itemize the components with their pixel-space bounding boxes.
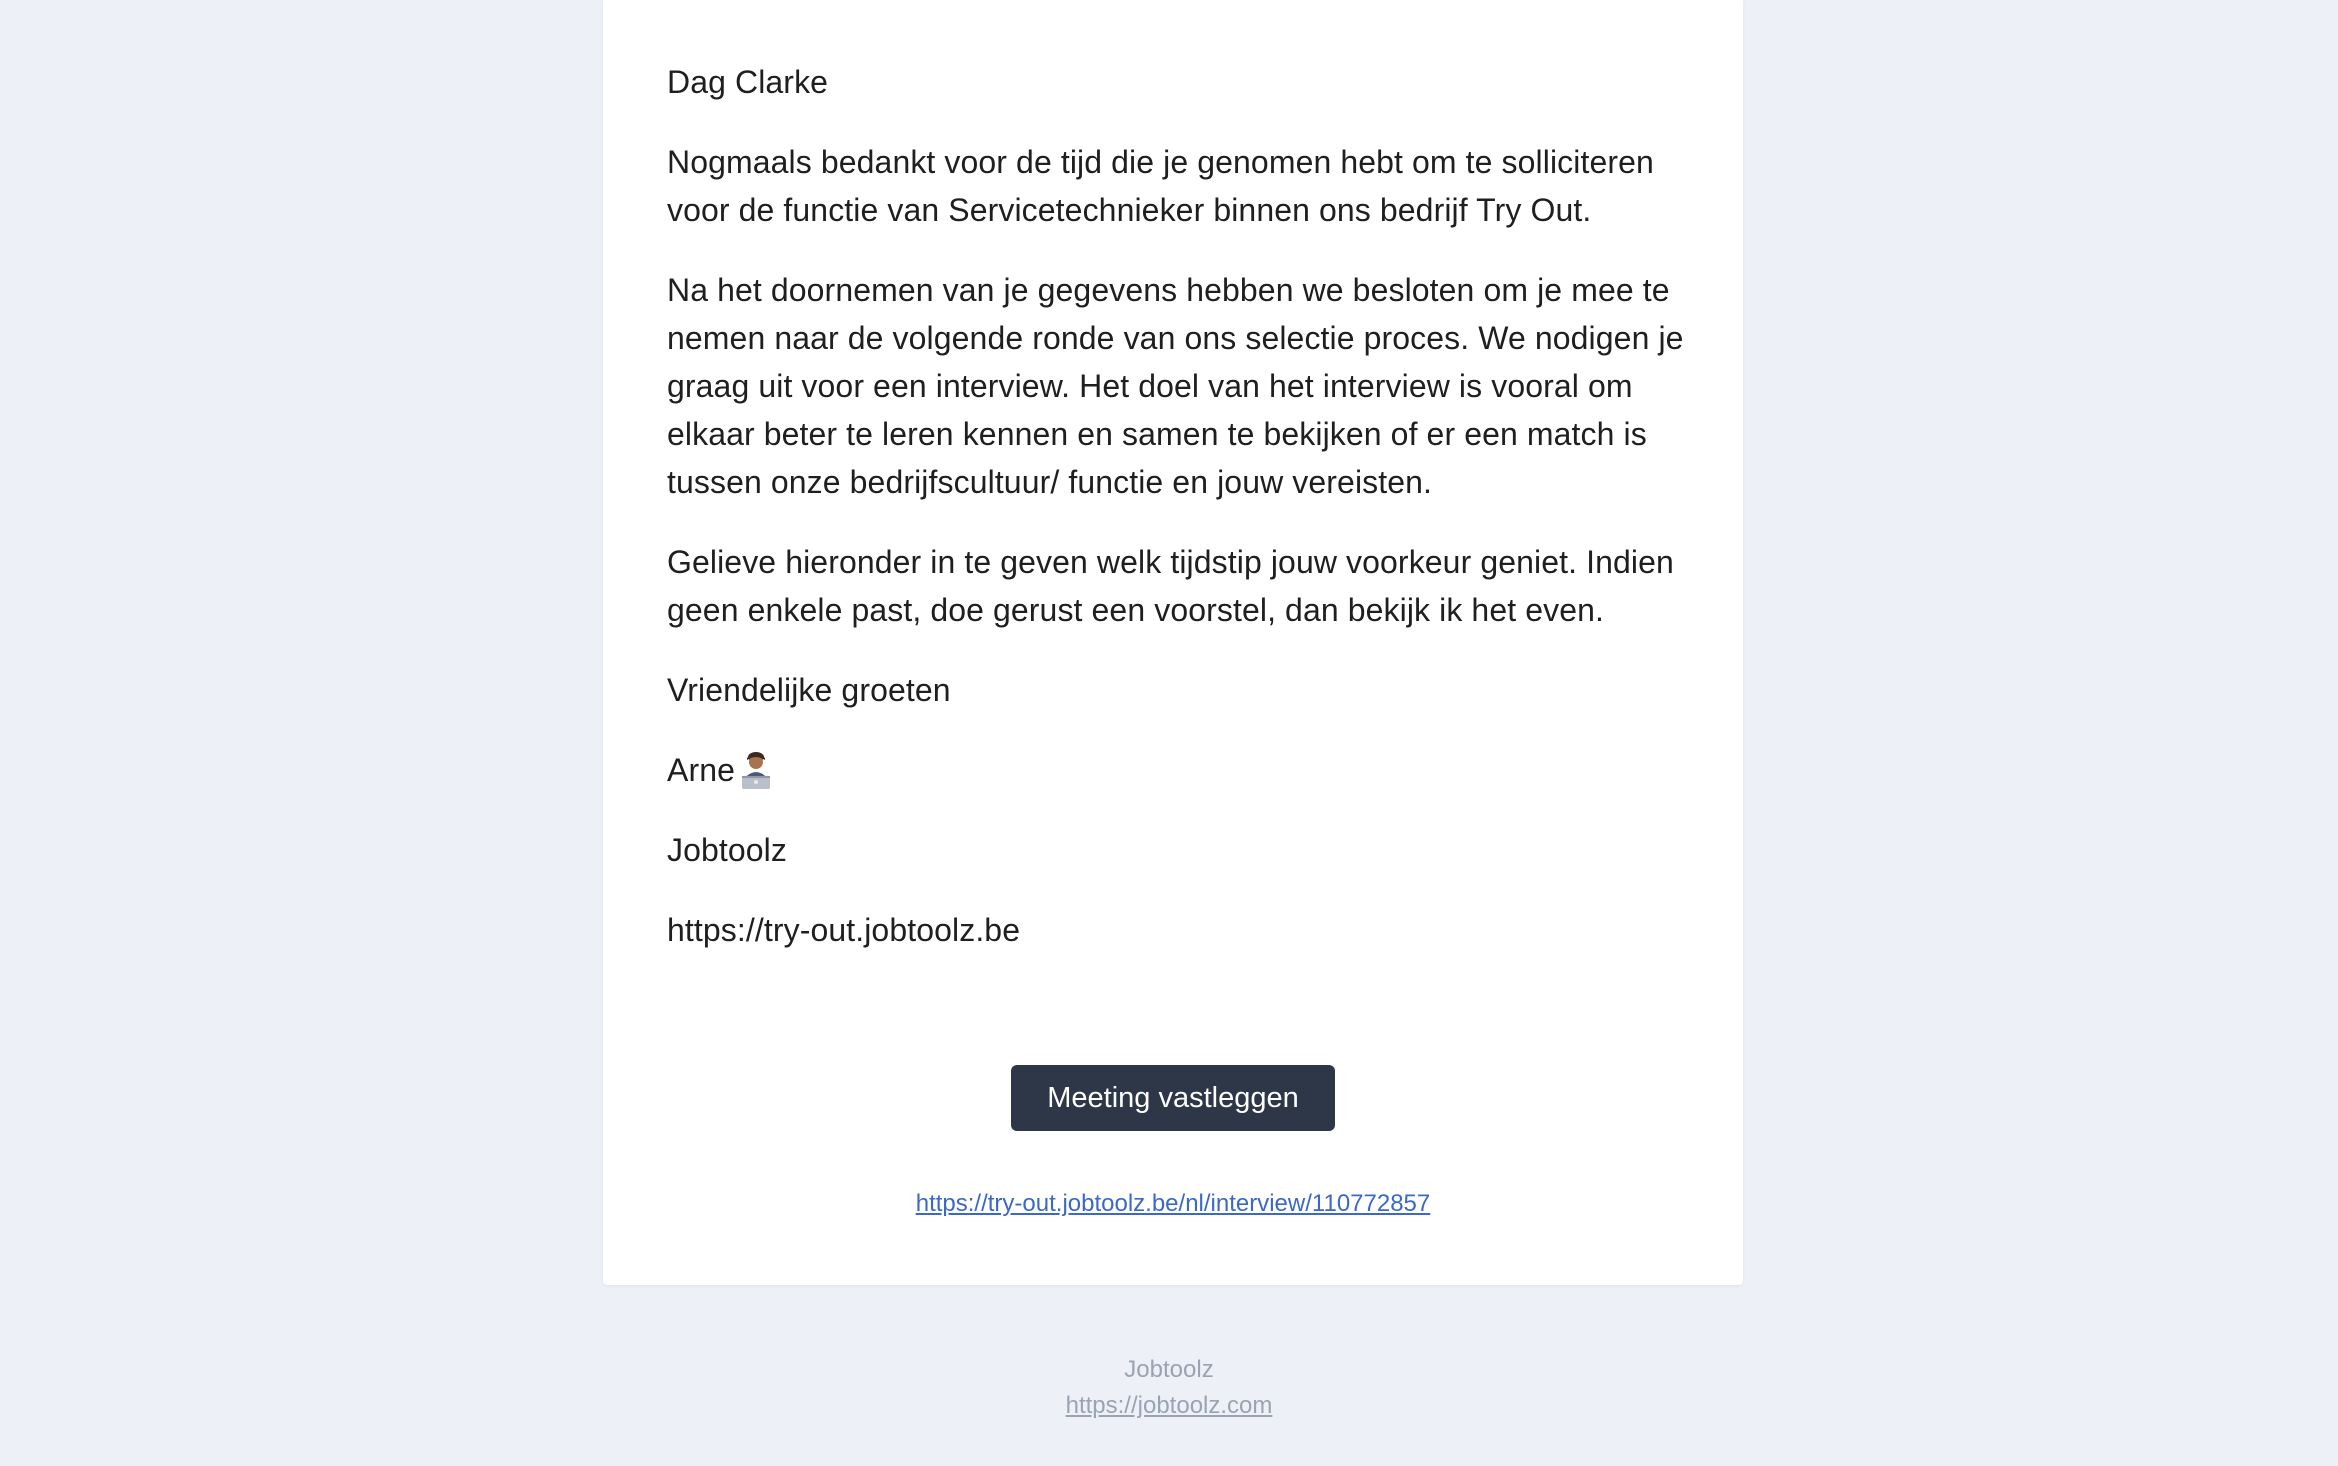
email-body [667, 58, 1687, 986]
interview-link-wrapper [603, 1190, 1743, 1218]
paragraph-invitation: Na het doornemen van je gegevens hebben we besloten om je mee te nemen naar de volgende ronde van ons selectie proces. We nodigen je graag uit voor een interview. Het doel van het interview is vooral om elkaar beter te leren kennen en samen te bekijken of er een match is tussen onze bedrijfscultuur/ functie en jouw vereisten. [667, 272, 1684, 500]
sender-name: Arne [667, 752, 735, 788]
greeting: Dag Clarke [667, 64, 829, 100]
footer [0, 1352, 2338, 1424]
company-url: https://try-out.jobtoolz.be [667, 912, 1021, 948]
signature-line [667, 746, 1687, 794]
closing: Vriendelijke groeten [667, 672, 951, 708]
cta-wrapper [603, 1065, 1743, 1131]
meeting-vastleggen-button[interactable]: Meeting vastleggen [1011, 1065, 1335, 1131]
person-with-laptop-icon [739, 749, 773, 789]
email-card [603, 0, 1743, 1285]
footer-link[interactable]: https://jobtoolz.com [1065, 1392, 1273, 1419]
footer-brand: Jobtoolz [1124, 1356, 1214, 1383]
paragraph-instructions: Gelieve hieronder in te geven welk tijdstip jouw voorkeur geniet. Indien geen enkele past, doe gerust een voorstel, dan bekijk ik het even. [667, 544, 1674, 628]
paragraph-intro: Nogmaals bedankt voor de tijd die je genomen hebt om te solliciteren voor de functie van Servicetechnieker binnen ons bedrijf Try Out. [667, 144, 1654, 228]
interview-link[interactable]: https://try-out.jobtoolz.be/nl/interview/110772857 [915, 1190, 1431, 1217]
company-name: Jobtoolz [667, 832, 787, 868]
